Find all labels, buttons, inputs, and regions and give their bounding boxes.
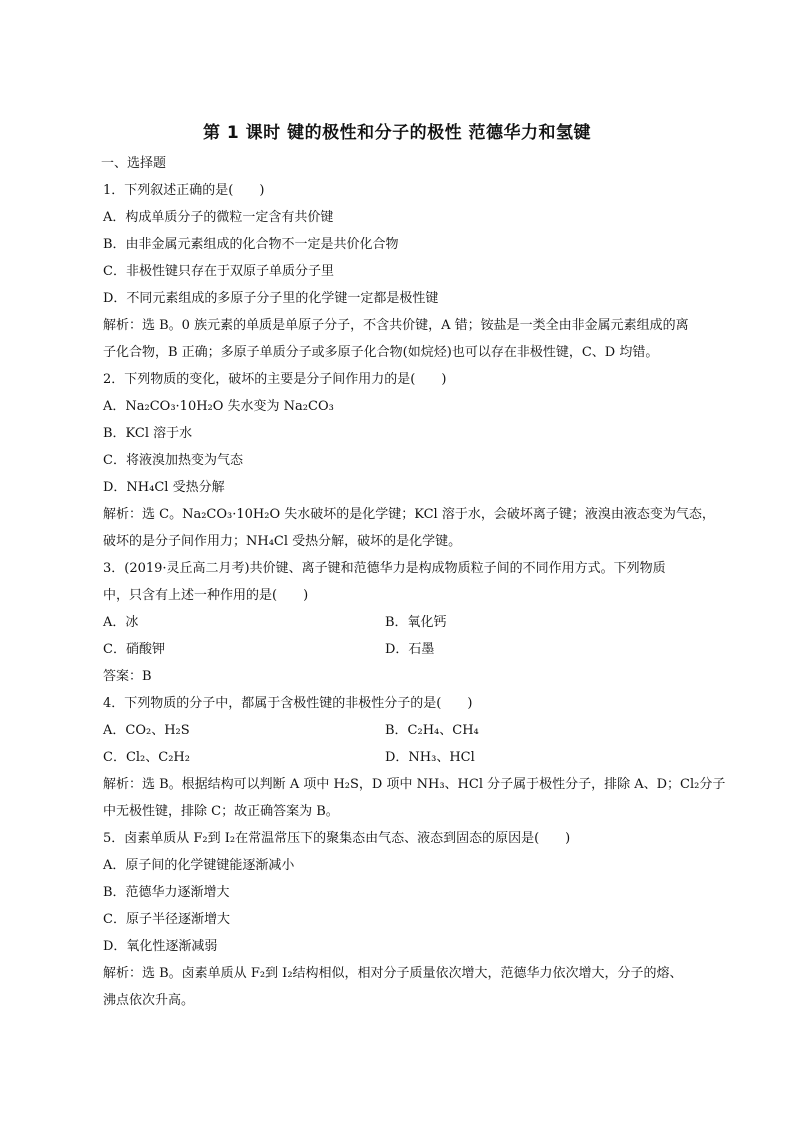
question-4-explanation-line2: 中无极性键，排除 C；故正确答案为 B。 [103,804,339,819]
question-1-explanation-line2: 子化合物，B 正确；多原子单质分子或多原子化合物(如烷烃)也可以存在非极性键，C、D 均错。 [103,345,659,360]
page-title: 第 1 课时 键的极性和分子的极性 范德华力和氢键 [202,123,591,143]
question-1-stem: 1．下列叙述正确的是( ) [103,183,265,198]
question-2-option-c: C．将液溴加热变为气态 [103,453,243,468]
question-2-option-d: D．NH₄Cl 受热分解 [103,480,225,495]
question-2-option-a: A．Na₂CO₃·10H₂O 失水变为 Na₂CO₃ [103,399,334,414]
question-2-explanation-line1: 解析：选 C。Na₂CO₃·10H₂O 失水破坏的是化学键；KCl 溶于水，会破坏离子键；液溴由液态变为气态， [103,507,715,522]
question-1-explanation-line1: 解析：选 B。0 族元素的单质是单原子分子，不含共价键，A 错；铵盐是一类全由非金属元素组成的离 [103,318,689,333]
question-2-explanation-line2: 破坏的是分子间作用力；NH₄Cl 受热分解，破坏的是化学键。 [103,534,462,549]
question-3-option-a: A．冰 [103,615,139,630]
question-5-option-a: A．原子间的化学键键能逐渐减小 [103,858,295,873]
question-4-option-a: A．CO₂、H₂S [103,723,190,738]
question-3-options-row-2 [103,636,725,663]
question-1-option-a: A．构成单质分子的微粒一定含有共价键 [103,210,334,225]
question-3-stem-line1: 3．(2019·灵丘高二月考)共价键、离子键和范德华力是构成物质粒子间的不同作用方式。下列物质 [103,561,666,576]
worksheet-body [103,150,725,1014]
question-5-option-b: B．范德华力逐渐增大 [103,885,230,900]
question-5-stem: 5．卤素单质从 F₂到 I₂在常温常压下的聚集态由气态、液态到固态的原因是( ) [103,831,571,846]
question-1-option-d: D．不同元素组成的多原子分子里的化学键一定都是极性键 [103,291,439,306]
question-2-option-b: B．KCl 溶于水 [103,426,193,441]
question-5-explanation-line1: 解析：选 B。卤素单质从 F₂到 I₂结构相似，相对分子质量依次增大，范德华力依次增大，分子的熔、 [103,966,683,981]
question-5-explanation-line2: 沸点依次升高。 [103,993,195,1008]
question-2-stem: 2．下列物质的变化，破坏的主要是分子间作用力的是( ) [103,372,447,387]
section-heading: 一、选择题 [101,156,167,171]
question-1-option-c: C．非极性键只存在于双原子单质分子里 [103,264,334,279]
question-3-stem-line2: 中，只含有上述一种作用的是( ) [103,588,309,603]
question-4-explanation-line1: 解析：选 B。根据结构可以判断 A 项中 H₂S，D 项中 NH₃、HCl 分子属于极性分子，排除 A、D；Cl₂分子 [103,777,726,792]
question-4-options-row-2 [103,744,725,771]
question-4-option-c: C．Cl₂、C₂H₂ [103,750,190,765]
question-4-options-row-1 [103,717,725,744]
question-1-option-b: B．由非金属元素组成的化合物不一定是共价化合物 [103,237,399,252]
question-4-stem: 4．下列物质的分子中，都属于含极性键的非极性分子的是( ) [103,696,473,711]
question-5-option-d: D．氧化性逐渐减弱 [103,939,218,954]
question-4-option-b: B．C₂H₄、CH₄ [385,723,479,738]
question-3-option-c: C．硝酸钾 [103,642,165,657]
question-4-option-d: D．NH₃、HCl [385,750,475,765]
question-3-option-b: B．氧化钙 [385,615,447,630]
question-3-options-row-1 [103,609,725,636]
question-3-answer: 答案：B [103,669,152,684]
question-3-option-d: D．石墨 [385,642,435,657]
question-5-option-c: C．原子半径逐渐增大 [103,912,230,927]
